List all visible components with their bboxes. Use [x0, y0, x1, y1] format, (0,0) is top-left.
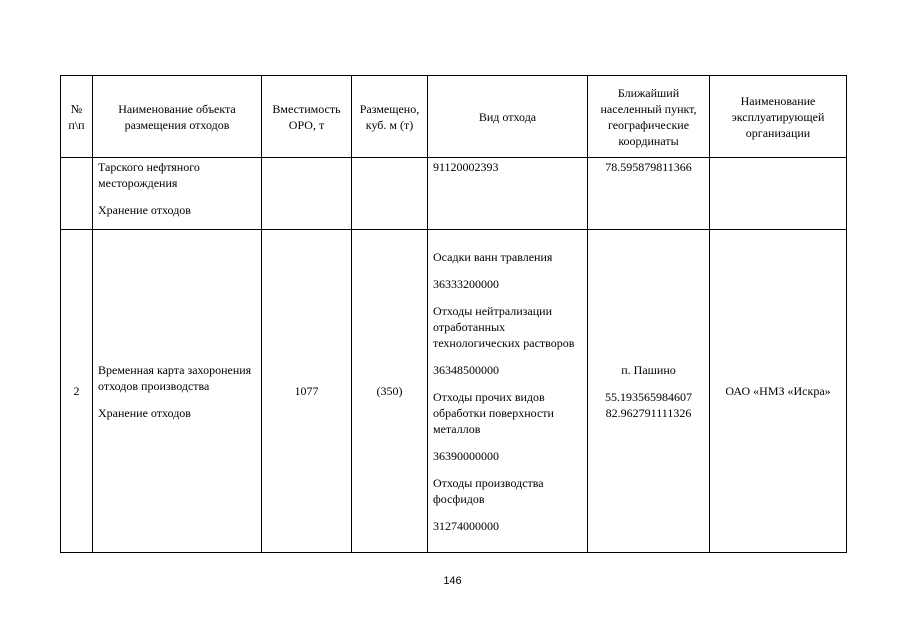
header-facility-name: Наименование объекта размещения отходов	[93, 76, 262, 158]
coordinate-text: 78.595879811366	[605, 160, 692, 174]
cell-nearest-settlement	[588, 158, 710, 230]
waste-code-text: 36390000000	[433, 448, 499, 463]
cell-waste-type	[428, 230, 588, 553]
cell-placed	[352, 158, 428, 230]
cell-number: 2	[61, 230, 93, 553]
header-waste-type: Вид отхода	[428, 76, 588, 158]
longitude-text: 82.962791111326	[605, 405, 692, 420]
header-operator: Наименование эксплуатирующей организации	[710, 76, 847, 158]
header-number: № п\п	[61, 76, 93, 158]
waste-item-text: Отходы нейтрализации отработанных технологических растворов	[433, 303, 575, 350]
header-placed: Размещено, куб. м (т)	[352, 76, 428, 158]
header-row	[61, 76, 847, 158]
cell-facility-name	[93, 158, 262, 230]
waste-item-text: Отходы прочих видов обработки поверхности металлов	[433, 389, 554, 436]
waste-code-text: 36333200000	[433, 276, 499, 291]
facility-purpose-text: Хранение отходов	[98, 203, 191, 217]
settlement-name-text: п. Пашино	[621, 362, 676, 377]
page-number: 146	[443, 575, 462, 587]
facility-purpose-text: Хранение отходов	[98, 405, 191, 420]
waste-item-text: Осадки ванн травления	[433, 249, 553, 264]
waste-code-text: 36348500000	[433, 362, 499, 377]
waste-code-text: 91120002393	[433, 160, 499, 174]
header-nearest-settlement: Ближайший населенный пункт, географические координаты	[588, 76, 710, 158]
latitude-text: 55.193565984607	[605, 389, 692, 404]
cell-operator: ОАО «НМЗ «Искра»	[710, 230, 847, 553]
cell-facility-name	[93, 230, 262, 553]
cell-placed: (350)	[352, 230, 428, 553]
facility-name-text: Тарского нефтяного месторождения	[98, 160, 200, 190]
cell-number	[61, 158, 93, 230]
cell-capacity: 1077	[262, 230, 352, 553]
cell-operator	[710, 158, 847, 230]
cell-nearest-settlement	[588, 230, 710, 553]
facility-name-text: Временная карта захоронения отходов производства	[98, 362, 252, 393]
waste-code-text: 31274000000	[433, 518, 499, 533]
table-row	[61, 158, 847, 230]
coordinates-text	[593, 389, 704, 421]
waste-item-text: Отходы производства фосфидов	[433, 475, 544, 506]
cell-capacity	[262, 158, 352, 230]
header-capacity: Вместимость ОРО, т	[262, 76, 352, 158]
waste-register-table	[60, 75, 847, 553]
table-row	[61, 230, 847, 553]
cell-waste-type	[428, 158, 588, 230]
